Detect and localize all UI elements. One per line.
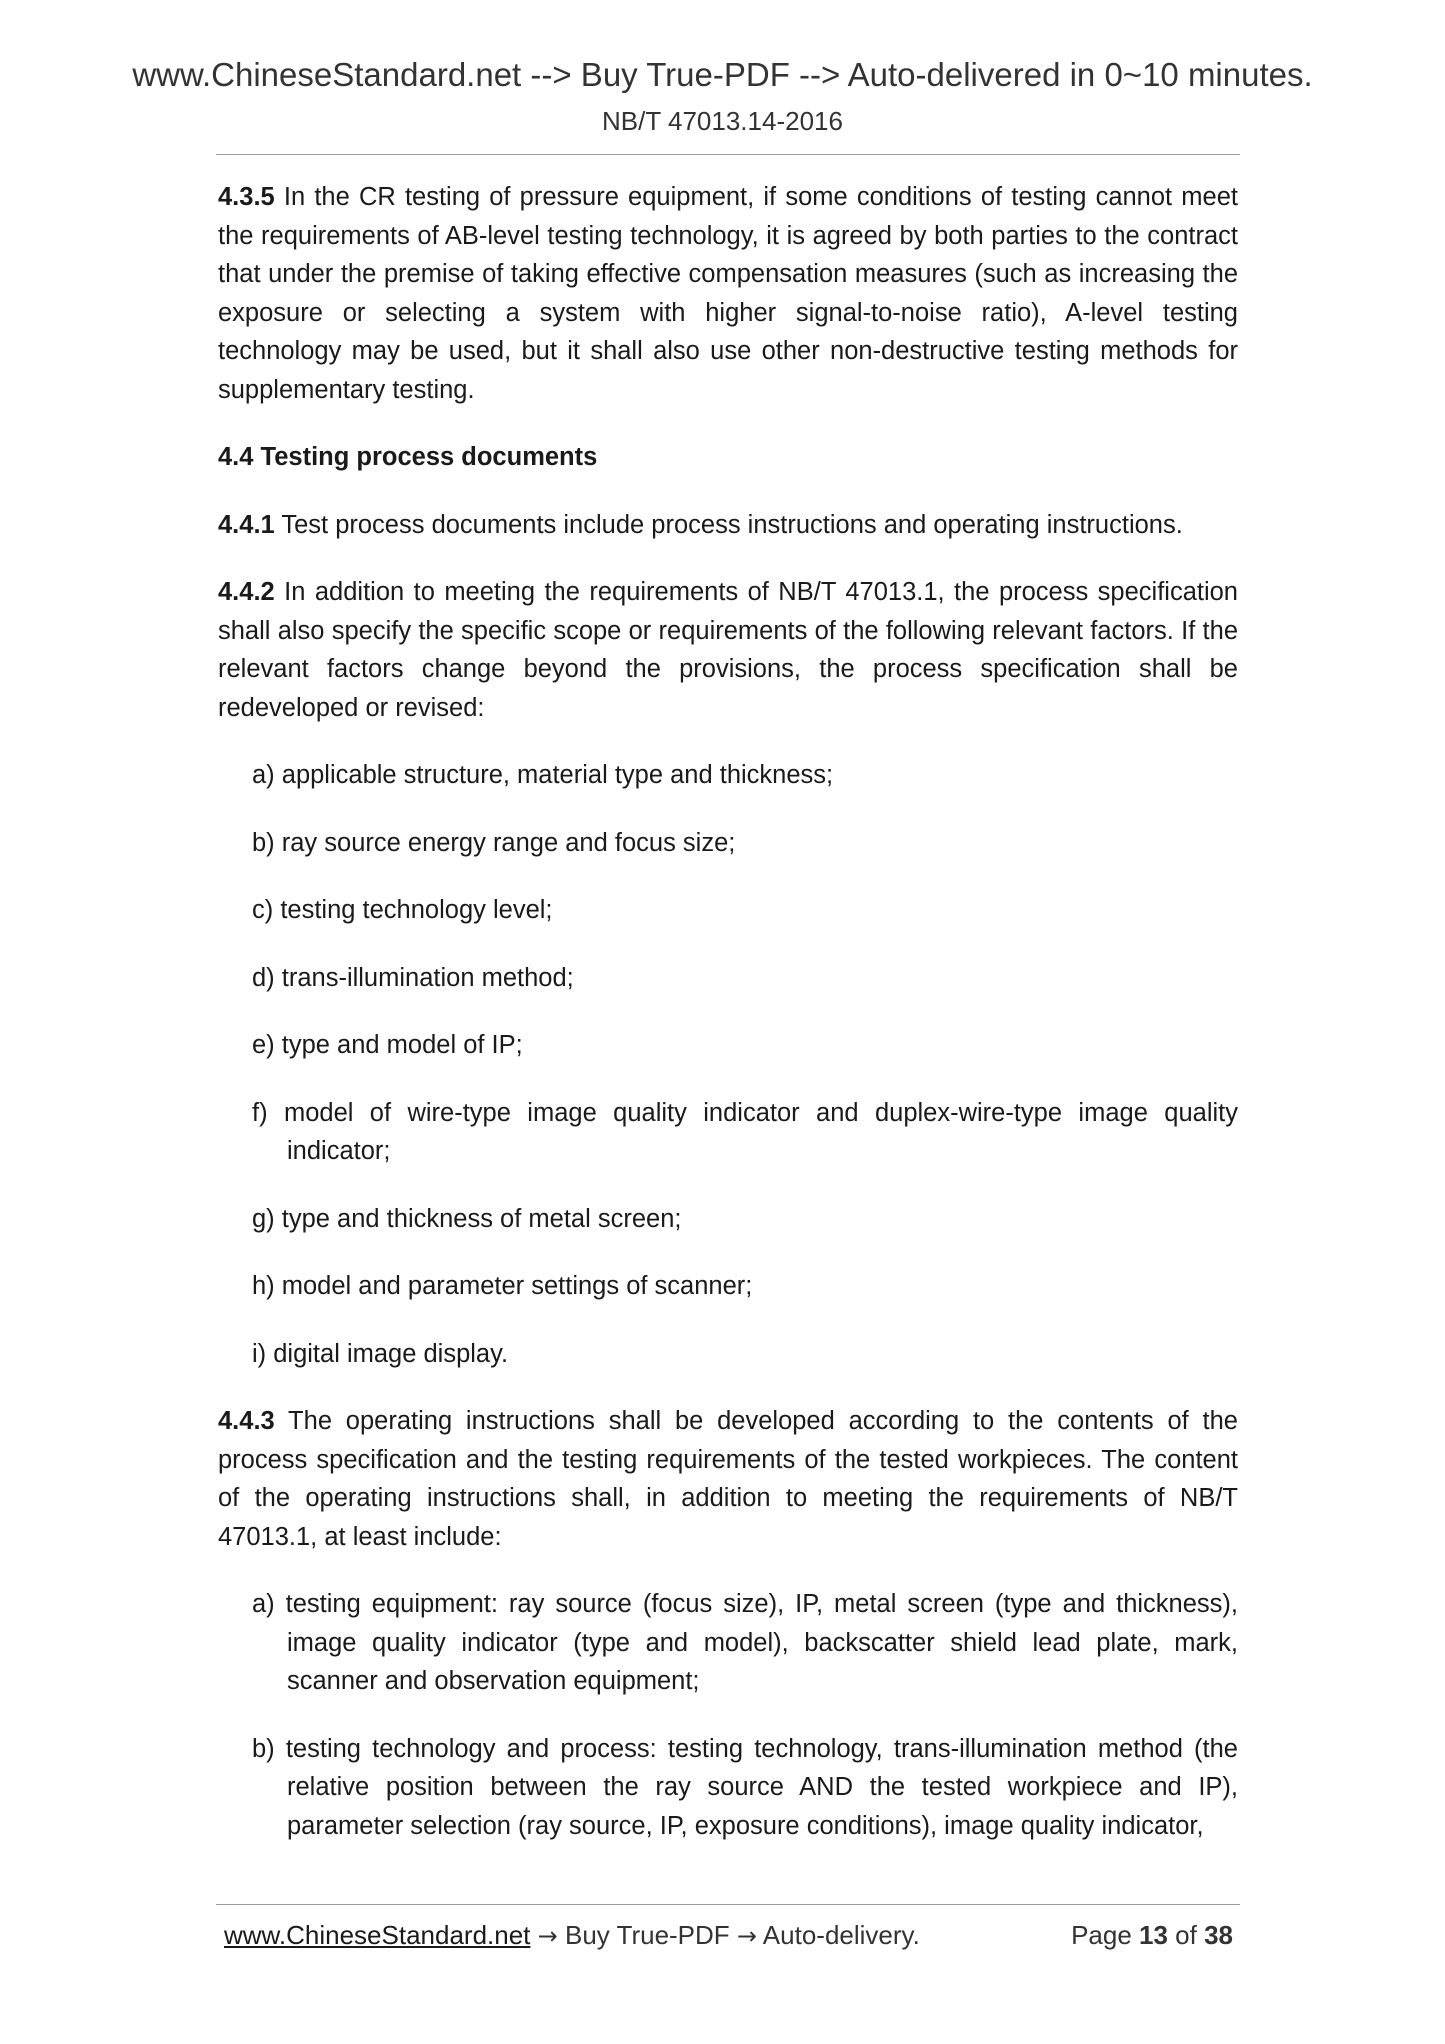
list-item: i) digital image display. xyxy=(252,1339,509,1368)
list-item: a) applicable structure, material type and thickness; xyxy=(252,761,834,789)
page-word: Page xyxy=(1071,1920,1140,1950)
arrow-right-icon: → xyxy=(736,1922,758,1950)
page-indicator xyxy=(1071,1920,1233,1951)
clause-4-4-3 xyxy=(218,1402,1238,1556)
clause-number: 4.3.5 xyxy=(218,183,275,211)
clause-text: In the CR testing of pressure equipment, if some conditions of testing cannot meet the requirements of AB-level testing technology, it is agreed by both parties to the contract that under the premise of taking effective compensation measures (such as increasing the exposure or selecting a system with higher signal-to-noise ratio), A-level testing technology may be used, but it shall also use other non-destructive testing methods for supplementary testing. xyxy=(218,183,1238,404)
list-item: c) testing technology level; xyxy=(252,896,553,924)
clause-4-4-1 xyxy=(218,506,1238,545)
footer-site-link[interactable]: www.ChineseStandard.net xyxy=(224,1920,531,1950)
footer-left xyxy=(224,1920,920,1951)
arrow-right-icon: → xyxy=(537,1922,558,1950)
document-body xyxy=(218,178,1238,1874)
clause-text: The operating instructions shall be developed according to the contents of the process specification and the testing requirements of the tested workpieces. The content of the operating instructions shall, in addition to meeting the requirements of NB/T 47013.1, at least include: xyxy=(218,1407,1238,1551)
footer-buy-text: Buy True-PDF xyxy=(557,1920,737,1950)
footer-delivery-text: Auto-delivery. xyxy=(757,1920,920,1950)
page-number: 13 xyxy=(1139,1920,1168,1950)
header-site-line: www.ChineseStandard.net --> Buy True-PDF --> Auto-delivered in 0~10 minutes. xyxy=(132,56,1313,93)
clause-4-3-5 xyxy=(218,178,1238,409)
header-standard-number: NB/T 47013.14-2016 xyxy=(602,106,843,136)
list-item: b) testing technology and process: testing technology, trans-illumination method (the relative position between the ray source AND the tested workpiece and IP), parameter selection (ray source, IP, exposure conditions), image quality indicator, xyxy=(252,1734,1238,1840)
page-total: 38 xyxy=(1204,1920,1233,1950)
clause-number: 4.4.2 xyxy=(218,578,275,606)
of-word: of xyxy=(1167,1920,1205,1950)
list-item: h) model and parameter settings of scanner; xyxy=(252,1272,753,1300)
list-item: e) type and model of IP; xyxy=(252,1031,523,1059)
clause-text: In addition to meeting the requirements of NB/T 47013.1, the process specification shall also specify the specific scope or requirements of the following relevant factors. If the relevant factors change beyond the provisions, the process specification shall be redeveloped or revised: xyxy=(218,578,1238,722)
list-4-4-3 xyxy=(218,1585,1238,1845)
clause-4-4-2 xyxy=(218,573,1238,727)
list-item: b) ray source energy range and focus size; xyxy=(252,828,736,857)
header-divider xyxy=(216,154,1240,155)
list-item: f) model of wire-type image quality indicator and duplex-wire-type image quality indicator; xyxy=(252,1098,1238,1165)
list-4-4-2 xyxy=(218,756,1238,1373)
clause-number: 4.4.1 xyxy=(218,510,275,539)
section-heading-4-4: 4.4 Testing process documents xyxy=(218,443,598,471)
clause-text: Test process documents include process instructions and operating instructions. xyxy=(274,510,1183,539)
clause-number: 4.4.3 xyxy=(218,1407,275,1435)
list-item: d) trans-illumination method; xyxy=(252,963,574,992)
list-item: g) type and thickness of metal screen; xyxy=(252,1204,682,1233)
list-item: a) testing equipment: ray source (focus size), IP, metal screen (type and thickness), image quality indicator (type and model), backscatter shield lead plate, mark, scanner and observation equipment; xyxy=(252,1590,1238,1695)
footer-divider xyxy=(216,1904,1240,1905)
